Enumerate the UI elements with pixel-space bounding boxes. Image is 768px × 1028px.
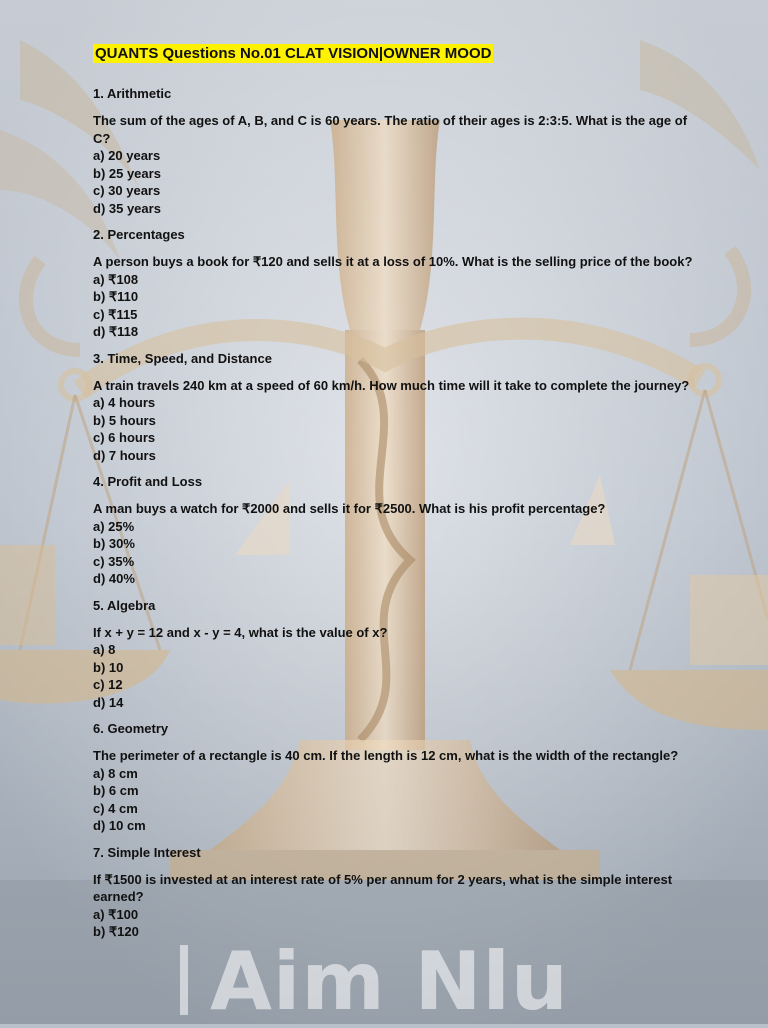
answer-option: c) 35%	[93, 553, 135, 569]
answer-option: d) 40%	[93, 571, 135, 586]
answer-option: b) 5 hours	[93, 412, 156, 428]
question-list	[93, 85, 703, 941]
question-section	[93, 226, 703, 341]
answer-option: c) 6 hours	[93, 430, 156, 445]
answer-option: a) ₹108	[93, 271, 139, 287]
question-section	[93, 720, 703, 835]
answer-options	[93, 765, 703, 835]
question-text: A man buys a watch for ₹2000 and sells it for ₹2500. What is his profit percentage?	[93, 501, 606, 516]
watermark-logo-text: Aim Nlu	[180, 935, 569, 1028]
section-heading: 7. Simple Interest	[93, 844, 201, 860]
answer-option: a) 20 years	[93, 148, 161, 163]
answer-option: c) 30 years	[93, 183, 161, 198]
answer-options	[93, 271, 703, 341]
section-heading: 6. Geometry	[93, 721, 169, 736]
answer-option: a) 8 cm	[93, 765, 138, 781]
question-section	[93, 844, 703, 941]
answer-option: c) 4 cm	[93, 800, 138, 816]
question-text: The sum of the ages of A, B, and C is 60 years. The ratio of their ages is 2:3:5. What is the age of C?	[93, 113, 688, 146]
answer-option: d) 7 hours	[93, 447, 156, 463]
answer-option: b) 30%	[93, 536, 135, 551]
answer-option: d) 10 cm	[93, 818, 146, 833]
section-heading: 2. Percentages	[93, 227, 185, 242]
answer-option: a) 4 hours	[93, 395, 156, 410]
question-text: If x + y = 12 and x - y = 4, what is the value of x?	[93, 624, 388, 640]
answer-option: b) 6 cm	[93, 783, 139, 798]
question-section	[93, 597, 703, 712]
answer-option: a) 25%	[93, 518, 135, 534]
section-heading: 5. Algebra	[93, 597, 156, 613]
answer-option: b) ₹110	[93, 289, 139, 304]
document-title: QUANTS Questions No.01 CLAT VISION|OWNER MOOD	[95, 45, 492, 62]
answer-option: b) 25 years	[93, 165, 161, 181]
answer-option: a) 8	[93, 642, 116, 657]
section-heading: 1. Arithmetic	[93, 86, 172, 101]
answer-option: a) ₹100	[93, 906, 139, 922]
question-text: The perimeter of a rectangle is 40 cm. If the length is 12 cm, what is the width of the rectangle?	[93, 748, 679, 763]
section-heading: 3. Time, Speed, and Distance	[93, 350, 272, 366]
section-heading: 4. Profit and Loss	[93, 474, 203, 489]
answer-options	[93, 394, 703, 464]
answer-option: d) 35 years	[93, 200, 161, 216]
answer-option: b) ₹120	[93, 924, 139, 939]
question-text: If ₹1500 is invested at an interest rate of 5% per annum for 2 years, what is the simple interest earned?	[93, 871, 673, 904]
answer-options	[93, 518, 703, 588]
answer-option: d) ₹118	[93, 324, 139, 339]
question-section	[93, 473, 703, 588]
answer-option: c) 12	[93, 677, 123, 692]
answer-option: d) 14	[93, 694, 124, 710]
answer-options	[93, 641, 703, 711]
answer-option: b) 10	[93, 659, 124, 675]
question-text: A train travels 240 km at a speed of 60 km/h. How much time will it take to complete the journey?	[93, 377, 690, 393]
answer-options	[93, 147, 703, 217]
question-text: A person buys a book for ₹120 and sells it at a loss of 10%. What is the selling price of the book?	[93, 254, 693, 269]
question-section	[93, 350, 703, 465]
question-section	[93, 85, 703, 217]
answer-option: c) ₹115	[93, 306, 138, 322]
document-content	[93, 44, 703, 950]
